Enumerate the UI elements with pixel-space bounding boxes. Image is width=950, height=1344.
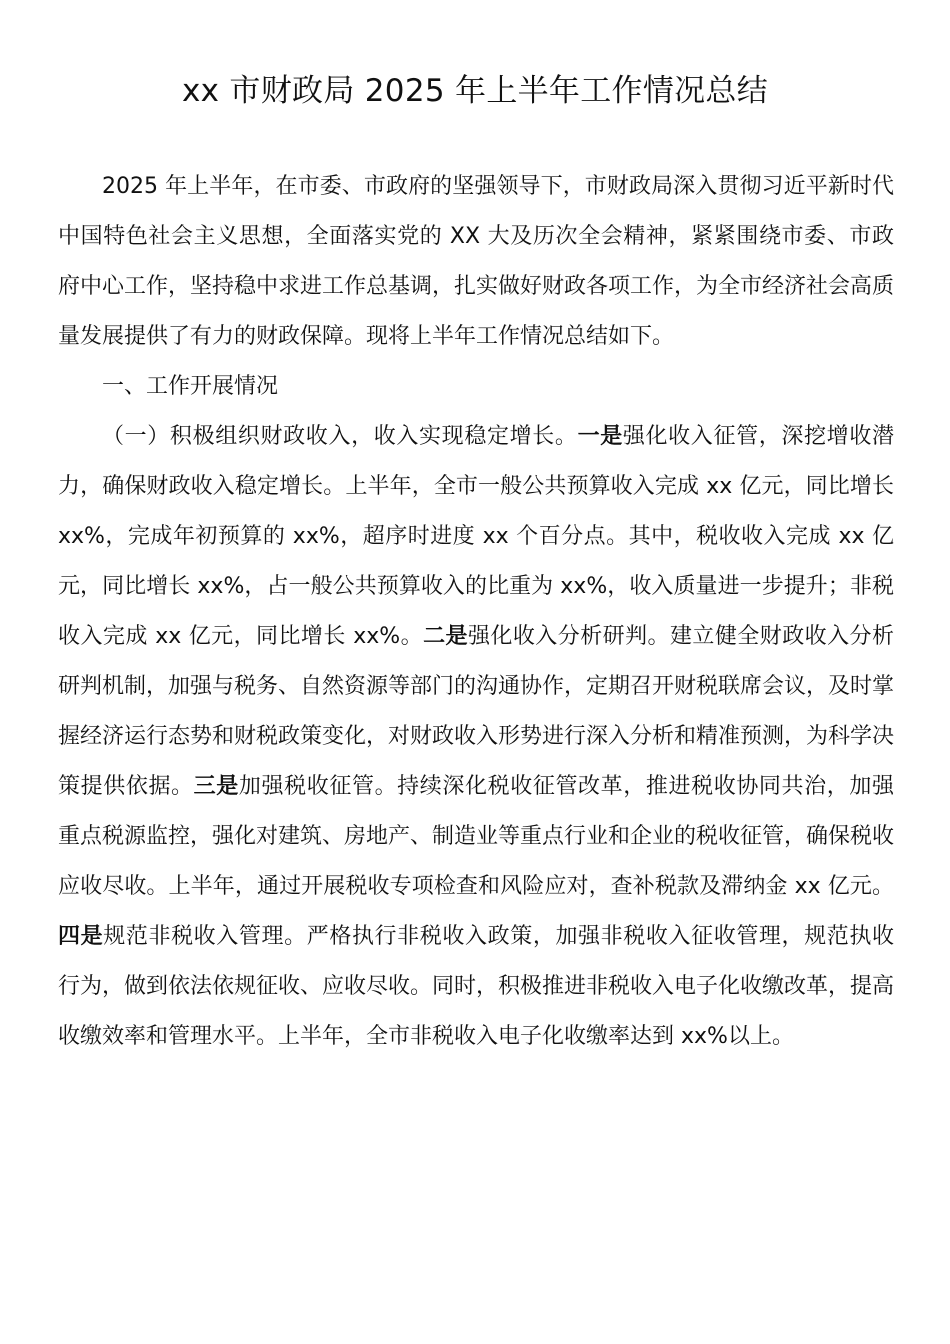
subsection-paragraph [58,412,894,1062]
point-text: 加强税收征管。持续深化税收征管改革，推进税收协同共治，加强重点税源监控，强化对建筑、房地产、制造业等重点行业和企业的税收征管，确保税收应收尽收。上半年，通过开展税收专项检查和风险应对，查补税款及滞纳金 xx 亿元。 [58,774,895,899]
point-label: 一是 [577,424,623,449]
section-heading: 一、工作开展情况 [102,374,279,399]
document-title: xx 市财政局 2025 年上半年工作情况总结 [181,73,769,109]
point-label: 三是 [193,774,239,799]
subsection-heading: （一）积极组织财政收入，收入实现稳定增长。 [102,424,578,449]
point-label: 四是 [58,924,104,949]
point-text: 规范非税收入管理。严格执行非税收入政策，加强非税收入征收管理，规范执收行为，做到依法依规征收、应收尽收。同时，积极推进非税收入电子化收缴改革，提高收缴效率和管理水平。上半年，全市非税收入电子化收缴率达到 xx%以上。 [58,924,895,1049]
intro-paragraph: 2025 年上半年，在市委、市政府的坚强领导下，市财政局深入贯彻习近平新时代中国特色社会主义思想，全面落实党的 XX 大及历次全会精神，紧紧围绕市委、市政府中心工作，坚持稳中求进工作总基调，扎实做好财政各项工作，为全市经济社会高质量发展提供了有力的财政保障。现将上半年工作情况总结如下。 [58,174,895,349]
point-text: 强化收入分析研判。建立健全财政收入分析研判机制，加强与税务、自然资源等部门的沟通协作，定期召开财税联席会议，及时掌握经济运行态势和财税政策变化，对财政收入形势进行深入分析和精准预测，为科学决策提供依据。 [58,624,895,799]
point-text: 强化收入征管，深挖增收潜力，确保财政收入稳定增长。上半年，全市一般公共预算收入完成 xx 亿元，同比增长 xx%，完成年初预算的 xx%，超序时进度 xx 个百分点。其中，税收收入完成 xx 亿元，同比增长 xx%，占一般公共预算收入的比重为 xx%，收入质量进一步提升；非税收入完成 xx 亿元，同比增长 xx%。 [58,424,894,649]
document-body [58,162,894,1062]
point-label: 二是 [423,624,468,649]
